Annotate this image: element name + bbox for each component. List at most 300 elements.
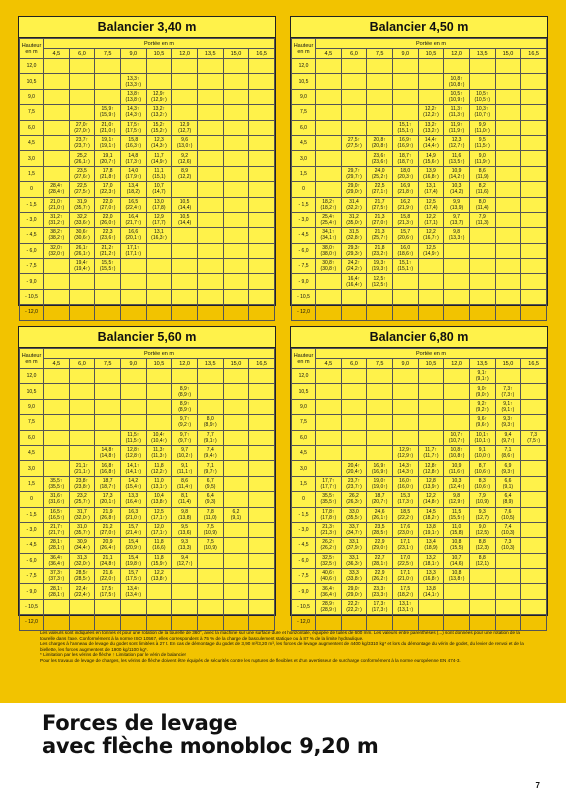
table-row [20,305,275,320]
load-cell [469,305,495,320]
load-cell: 16,3 (21,0↑) [120,507,146,522]
load-cell [341,415,367,430]
load-cell [223,135,249,150]
load-cell: 15,9↑ (15,9↑) [95,105,121,120]
load-cell: 8,8 (12,1) [469,553,495,568]
load-cell [95,384,121,399]
load-cell [521,274,547,289]
load-cell: 20,4↑ (20,4↑) [341,461,367,476]
load-cell [95,274,121,289]
height-label: 6,0 [292,430,316,445]
load-cell: 21,0↑ (21,0↑) [95,120,121,135]
height-label: - 9,0 [20,584,44,599]
height-label: 1,5 [292,166,316,181]
load-cell: 12,5 (17,1↑) [146,507,172,522]
load-cell [367,74,393,89]
load-cell: 28,1↑ (28,1↑) [44,538,70,553]
table-row [20,507,275,522]
load-cell: 7,9 (11,3) [469,212,495,227]
load-cell [223,259,249,274]
load-cell: 18,2↑ (18,2↑) [316,197,342,212]
load-cell: 33,1 (36,3↑) [341,553,367,568]
load-cell [495,135,521,150]
load-cell [444,599,470,614]
table-row [292,399,547,414]
load-cell [316,415,342,430]
height-label: 1,5 [292,476,316,491]
load-cell [44,274,70,289]
page-title-line2: avec flèche monobloc 9,20 m [42,734,379,758]
load-cell: 31,0 (35,7↑) [69,522,95,537]
load-cell [197,59,223,74]
load-cell: 16,9 (21,8↑) [392,182,418,197]
load-cell [392,74,418,89]
load-cell: 35,5↑ (35,5↑) [316,492,342,507]
load-cell [316,74,342,89]
table-row [292,476,547,491]
load-table [19,38,275,321]
load-cell: 29,7↑ (29,7↑) [341,166,367,181]
load-cell [249,522,275,537]
load-cell [223,538,249,553]
load-cell [69,274,95,289]
table-row [292,212,547,227]
table-row [292,415,547,430]
load-cell [495,197,521,212]
load-cell [197,182,223,197]
load-cell: 9,0↑ (9,0↑) [469,384,495,399]
load-cell [418,289,444,304]
load-cell [223,212,249,227]
load-cell: 11,8 (15,9↑) [146,553,172,568]
load-cell: 12,3 (12,7↑) [444,135,470,150]
load-cell [316,105,342,120]
height-label: - 1,5 [292,197,316,212]
load-cell [367,105,393,120]
load-cell: 37,3↑ (37,3↑) [44,569,70,584]
load-cell: 36,4↑ (36,4↑) [44,553,70,568]
load-cell [197,120,223,135]
load-cell [521,135,547,150]
table-row [292,182,547,197]
load-cell [120,274,146,289]
load-cell: 7,4 (9,4↑) [197,445,223,460]
load-cell [521,369,547,384]
load-cell [172,259,198,274]
load-cell [249,461,275,476]
load-cell [316,369,342,384]
load-cell: 40,6↑ (40,6↑) [316,569,342,584]
reach-column-header: 15,0 [495,49,521,59]
load-cell [146,399,172,414]
load-cell [316,59,342,74]
load-cell [367,59,393,74]
reach-column-header: 4,5 [44,49,70,59]
reach-column-header: 4,5 [316,359,342,369]
load-cell: 9,8 (12,9↑) [444,492,470,507]
load-cell [418,399,444,414]
load-cell [316,182,342,197]
load-cell: 7,3↑ (7,3↑) [495,384,521,399]
load-cell: 23,8↑ (23,8↑) [69,476,95,491]
load-cell: 31,9 (35,7↑) [69,197,95,212]
height-label: - 3,0 [292,212,316,227]
load-cell: 10,7↑ (10,7↑) [444,430,470,445]
load-cell [197,369,223,384]
load-cell: 38,0↑ (38,0↑) [316,243,342,258]
load-cell [249,369,275,384]
load-cell: 21,2↑ (21,2↑) [95,243,121,258]
table-row [20,615,275,630]
load-cell [316,166,342,181]
height-label: - 1,5 [292,507,316,522]
load-cell: 26,2 (26,3↑) [341,492,367,507]
height-label: 1,5 [20,476,44,491]
load-cell [249,151,275,166]
load-cell: 15,7 (20,6↑) [392,228,418,243]
load-cell: 11,8 (12,2↑) [146,461,172,476]
table-row [292,135,547,150]
reach-column-header: 4,5 [316,49,342,59]
height-label: 12,0 [20,369,44,384]
table-row [20,415,275,430]
load-cell: 15,3 (17,3↑) [392,492,418,507]
load-cell [95,599,121,614]
reach-column-header: 15,0 [495,359,521,369]
load-cell: 15,1↑ (15,1↑) [392,120,418,135]
load-cell [197,135,223,150]
load-cell: 12,5 (17,4) [418,197,444,212]
load-cell: 23,5 (27,6↑) [69,166,95,181]
table-row [292,89,547,104]
load-cell: 11,7 (14,9↑) [146,151,172,166]
load-cell [249,212,275,227]
load-cell: 12,2 (14,8↑) [418,492,444,507]
panel-title: Balancier 6,80 m [291,327,547,348]
load-cell [392,289,418,304]
load-cell: 11,1 (15,1) [146,166,172,181]
table-row [20,274,275,289]
load-cell: 19,0↑ (19,0↑) [367,476,393,491]
load-cell [341,399,367,414]
load-cell [223,569,249,584]
load-cell: 12,9↑ (12,9↑) [146,89,172,104]
load-cell [367,384,393,399]
load-cell [95,74,121,89]
load-cell [418,415,444,430]
table-row [292,166,547,181]
load-cell: 17,3 (20,1↑) [95,492,121,507]
load-cell: 9,3↑ (9,3↑) [495,415,521,430]
load-cell: 9,6 (13,0↑) [172,135,198,150]
load-cell [146,289,172,304]
load-cell: 15,7 (17,5↑) [120,569,146,584]
load-cell: 10,7 (14,6) [444,553,470,568]
load-cell [44,151,70,166]
load-cell [249,507,275,522]
load-cell [249,384,275,399]
load-cell [495,74,521,89]
load-cell: 9,8 (13,3↑) [444,228,470,243]
height-label: - 1,5 [20,197,44,212]
load-cell [521,212,547,227]
load-cell: 18,5 (22,2↑) [392,507,418,522]
load-cell: 31,7 (32,0↑) [69,507,95,522]
load-cell: 17,5↑ (17,5↑) [95,584,121,599]
load-cell [392,305,418,320]
load-cell [223,289,249,304]
table-row [292,492,547,507]
load-cell [392,59,418,74]
reach-column-header: 13,5 [469,49,495,59]
reach-column-header: 12,0 [444,49,470,59]
load-cell: 11,6 (13,5↑) [444,151,470,166]
height-label: 3,0 [20,461,44,476]
load-cell: 12,3 (14,3↑) [146,135,172,150]
load-cell: 9,2↑ (9,2↑) [469,399,495,414]
load-cell: 6,7 (9,5) [197,476,223,491]
load-cell [367,120,393,135]
load-cell: 14,1↑ (14,1↑) [120,461,146,476]
load-cell [418,615,444,630]
load-cell [495,584,521,599]
load-cell: 7,7 (9,1↑) [197,430,223,445]
load-cell [69,445,95,460]
load-cell [521,243,547,258]
load-cell [69,599,95,614]
load-cell [495,289,521,304]
load-cell [469,259,495,274]
load-cell: 7,3 (10,3) [495,538,521,553]
load-cell: 10,7 (14,7) [146,182,172,197]
reach-column-header: 13,5 [197,49,223,59]
load-table [19,348,275,631]
load-cell [69,89,95,104]
table-row [20,212,275,227]
load-cell: 9,7 (10,2↑) [172,445,198,460]
load-cell: 14,8 (17,3↑) [120,151,146,166]
load-cell: 22,7 (28,1↑) [367,553,393,568]
load-cell: 28,5↑ (28,5↑) [69,569,95,584]
table-row [292,584,547,599]
load-cell [316,120,342,135]
load-cell: 10,1↑ (10,1↑) [469,430,495,445]
load-cell: 17,1↑ (17,1↑) [120,243,146,258]
table-row [20,151,275,166]
height-label: 12,0 [292,369,316,384]
reach-column-header: 9,0 [392,49,418,59]
load-cell: 31,3 (32,0↑) [69,553,95,568]
table-row [292,228,547,243]
load-cell: 7,1 (9,7↑) [197,461,223,476]
load-cell [495,166,521,181]
load-cell: 10,5 (14,4) [172,212,198,227]
load-cell: 33,0 (35,5↑) [341,507,367,522]
load-cell: 24,2↑ (24,2↑) [341,259,367,274]
load-cell [249,538,275,553]
load-cell: 7,6 (10,5) [495,507,521,522]
load-cell [418,430,444,445]
load-cell [249,243,275,258]
load-cell: 9,0 (11,9↑) [469,151,495,166]
load-cell: 16,4 (21,7↑) [120,212,146,227]
load-cell: 28,4↑ (28,4↑) [44,182,70,197]
load-cell: 8,6 (11,4↑) [172,476,198,491]
load-cell: 14,3↑ (14,3↑) [120,105,146,120]
load-cell [495,120,521,135]
load-cell: 23,5 (28,5↑) [367,522,393,537]
load-cell [146,615,172,630]
load-cell: 15,8 (16,3↑) [120,135,146,150]
load-cell [341,305,367,320]
reach-column-header: 7,5 [95,359,121,369]
load-cell [418,89,444,104]
table-row [20,182,275,197]
load-cell [341,105,367,120]
load-cell [521,59,547,74]
load-cell: 28,1↑ (28,1↑) [44,584,70,599]
load-cell [146,384,172,399]
table-row [20,476,275,491]
load-cell: 14,9 (15,6↑) [418,151,444,166]
load-cell [521,166,547,181]
reach-column-header: 10,5 [146,49,172,59]
load-cell: 12,2 (17,1) [418,212,444,227]
load-cell: 20,8↑ (20,8↑) [367,135,393,150]
load-cell [495,553,521,568]
load-cell [444,584,470,599]
height-label: 3,0 [292,461,316,476]
load-cell [521,615,547,630]
load-cell: 10,3 (12,4↑) [444,476,470,491]
load-cell [44,74,70,89]
reach-column-header: 15,0 [223,49,249,59]
load-cell [367,615,393,630]
load-cell: 23,2 (25,7↑) [69,492,95,507]
load-cell [120,415,146,430]
load-cell [521,553,547,568]
load-cell [249,569,275,584]
load-cell [367,415,393,430]
load-cell [223,182,249,197]
reach-column-header: 9,0 [120,49,146,59]
load-cell [120,259,146,274]
load-cell: 15,1↑ (15,1↑) [392,259,418,274]
load-cell [223,615,249,630]
panel-title: Balancier 4,50 m [291,17,547,38]
load-cell [223,384,249,399]
load-cell: 12,2↑ (12,2↑) [418,105,444,120]
load-cell [392,415,418,430]
load-cell [392,399,418,414]
height-label: - 9,0 [292,274,316,289]
load-cell: 15,8 (21,3↑) [392,212,418,227]
load-cell [146,305,172,320]
load-cell [392,384,418,399]
reach-column-header: 9,0 [120,359,146,369]
load-cell: 9,0 (12,5) [469,522,495,537]
load-cell [521,445,547,460]
load-cell [444,615,470,630]
table-row [292,274,547,289]
load-cell [469,74,495,89]
load-cell: 10,3↑ (10,7↑) [469,105,495,120]
table-row [292,105,547,120]
load-cell: 10,5↑ (10,9↑) [444,89,470,104]
load-cell [197,569,223,584]
load-cell: 9,5 (11,5↑) [469,135,495,150]
reach-column-header: 4,5 [44,359,70,369]
load-cell: 22,3 (23,6↑) [95,228,121,243]
load-cell: 10,5↑ (10,5↑) [469,89,495,104]
load-cell [316,399,342,414]
load-cell: 7,9 (10,9) [469,492,495,507]
reach-column-header: 10,5 [418,49,444,59]
height-label: 4,5 [20,445,44,460]
height-label: 6,0 [20,120,44,135]
load-cell [249,599,275,614]
height-label: - 12,0 [20,615,44,630]
height-label: 6,0 [20,430,44,445]
load-cell: 30,8↑ (30,8↑) [316,259,342,274]
load-cell [95,59,121,74]
load-cell [249,228,275,243]
load-cell: 18,7 (18,7↑) [95,476,121,491]
load-cell [521,569,547,584]
load-cell [146,243,172,258]
load-cell [120,615,146,630]
note-3: * Limitation par les vérins de flèche ↑ Limitation par le vérin de balancier [40,652,187,658]
load-cell: 14,5 (18,2↑) [418,507,444,522]
height-label: - 4,5 [292,228,316,243]
load-cell: 9,4 (12,7↑) [172,553,198,568]
load-cell [95,89,121,104]
height-label: 0 [20,182,44,197]
load-cell [69,59,95,74]
load-cell [521,476,547,491]
load-cell: 23,7↑ (23,7↑) [341,476,367,491]
load-cell [120,59,146,74]
height-label: - 6,0 [20,243,44,258]
reach-column-header: 12,0 [172,49,198,59]
height-label: - 12,0 [292,615,316,630]
reach-column-header: 16,5 [249,49,275,59]
load-cell: 21,3↑ (21,3↑) [316,522,342,537]
load-cell: 8,8 (12,3) [469,538,495,553]
height-label: 7,5 [20,105,44,120]
load-cell [249,89,275,104]
table-row [20,228,275,243]
table-row [292,507,547,522]
table-row [20,369,275,384]
load-cell: 7,1 (8,6↑) [495,445,521,460]
load-cell [418,59,444,74]
load-cell [367,399,393,414]
load-cell [197,166,223,181]
load-cell: 8,9 (12,2) [172,166,198,181]
load-cell [172,615,198,630]
reach-column-header: 10,5 [418,359,444,369]
load-cell [418,384,444,399]
load-cell [95,369,121,384]
load-cell: 6,6 (9,1) [495,476,521,491]
load-cell: 16,5 (22,4↑) [120,197,146,212]
load-cell [521,599,547,614]
load-cell: 13,4 (18,9) [418,538,444,553]
table-row [20,399,275,414]
load-cell: 29,0↑ (29,0↑) [341,182,367,197]
load-cell: 23,3↑ (23,3↑) [367,584,393,599]
